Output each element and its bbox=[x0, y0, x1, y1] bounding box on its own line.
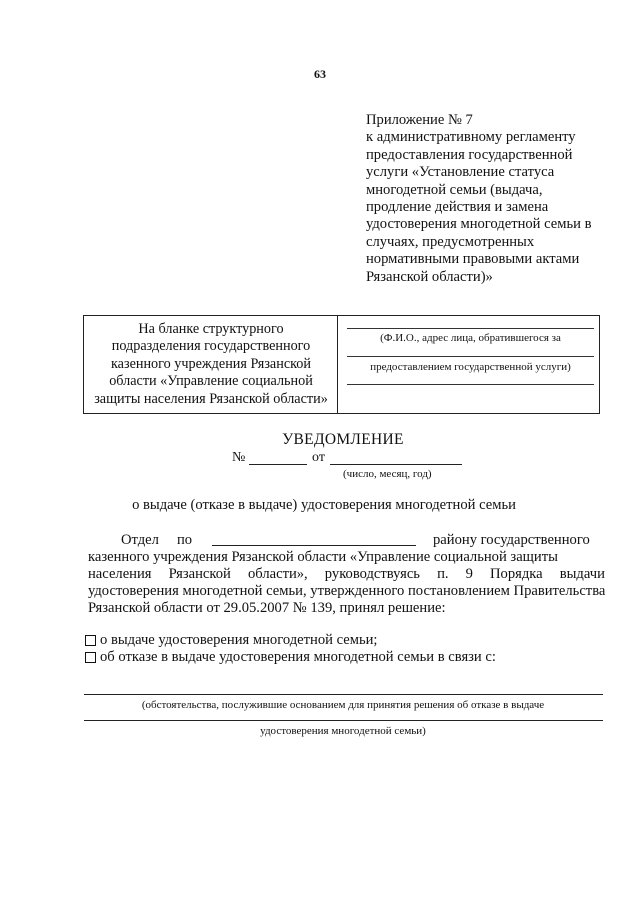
letterhead-line: На бланке структурного bbox=[138, 321, 284, 337]
reason-line[interactable] bbox=[84, 694, 603, 695]
checkbox-issue[interactable] bbox=[85, 635, 96, 646]
appendix-line: случаях, предусмотренных bbox=[366, 233, 535, 250]
recipient-caption-2: предоставлением государственной услуги) bbox=[370, 361, 571, 373]
option-issue[interactable] bbox=[85, 632, 377, 649]
recipient-caption-1: (Ф.И.О., адрес лица, обратившегося за bbox=[380, 332, 561, 344]
date-field[interactable] bbox=[330, 464, 462, 465]
body-line: казенного учреждения Рязанской области «Управление социальной защиты bbox=[88, 549, 558, 565]
recipient-line[interactable] bbox=[347, 328, 594, 329]
option-refuse[interactable] bbox=[85, 649, 496, 666]
number-label: № bbox=[232, 450, 246, 465]
date-caption: (число, месяц, год) bbox=[343, 468, 432, 480]
body-word: по bbox=[177, 532, 193, 548]
appendix-line: нормативными правовыми актами bbox=[366, 251, 580, 268]
body-word: Порядка bbox=[490, 566, 543, 582]
body-line: району государственного bbox=[433, 532, 590, 548]
body-word: области», bbox=[247, 566, 308, 582]
district-field[interactable] bbox=[212, 545, 416, 546]
body-line: удостоверения многодетной семьи, утвержденного постановлением Правительства bbox=[88, 583, 606, 599]
appendix-line: Приложение № 7 bbox=[366, 112, 473, 128]
document-title: УВЕДОМЛЕНИЕ bbox=[282, 431, 404, 448]
notice-subject: о выдаче (отказе в выдаче) удостоверения многодетной семьи bbox=[132, 497, 516, 513]
recipient-line[interactable] bbox=[347, 384, 594, 385]
letterhead-line: подразделения государственного bbox=[111, 338, 311, 355]
body-word: населения bbox=[88, 566, 152, 582]
page-number: 63 bbox=[314, 67, 326, 81]
reason-line[interactable] bbox=[84, 720, 603, 721]
reason-caption-2: удостоверения многодетной семьи) bbox=[260, 725, 426, 737]
appendix-line: Рязанской области)» bbox=[366, 268, 493, 285]
option-issue-label: о выдаче удостоверения многодетной семьи; bbox=[100, 632, 378, 648]
appendix-line: к административному регламенту bbox=[366, 129, 576, 146]
body-word: п. bbox=[437, 566, 449, 582]
reason-caption-1: (обстоятельства, послужившие основанием для принятия решения об отказе в выдаче bbox=[141, 699, 545, 711]
option-refuse-label: об отказе в выдаче удостоверения многодетной семьи в связи с: bbox=[100, 649, 496, 665]
appendix-line: предоставления государственной bbox=[366, 146, 573, 163]
appendix-line: удостоверения многодетной семьи в bbox=[366, 216, 592, 233]
date-label: от bbox=[312, 450, 325, 465]
body-word: руководствуясь bbox=[324, 566, 420, 582]
body-word: 9 bbox=[465, 566, 473, 582]
body-word: выдачи bbox=[559, 566, 605, 582]
recipient-line[interactable] bbox=[347, 356, 594, 357]
letterhead-line: области «Управление социальной bbox=[109, 373, 313, 390]
header-box-divider bbox=[337, 316, 338, 413]
letterhead-line: защиты населения Рязанской области» bbox=[94, 390, 328, 407]
checkbox-refuse[interactable] bbox=[85, 652, 96, 663]
number-field[interactable] bbox=[249, 464, 307, 465]
header-box bbox=[83, 315, 600, 414]
appendix-line: услуги «Установление статуса bbox=[366, 164, 555, 181]
body-line: Рязанской области от 29.05.2007 № 139, принял решение: bbox=[88, 600, 446, 616]
appendix-reference bbox=[366, 112, 616, 286]
appendix-line: многодетной семьи (выдача, bbox=[366, 181, 543, 198]
appendix-line: продление действия и замена bbox=[366, 199, 549, 216]
body-word: Рязанской bbox=[168, 566, 231, 582]
letterhead-placeholder bbox=[90, 321, 332, 408]
letterhead-line: казенного учреждения Рязанской bbox=[111, 355, 311, 372]
body-line bbox=[88, 566, 605, 583]
body-word: Отдел bbox=[121, 532, 159, 548]
